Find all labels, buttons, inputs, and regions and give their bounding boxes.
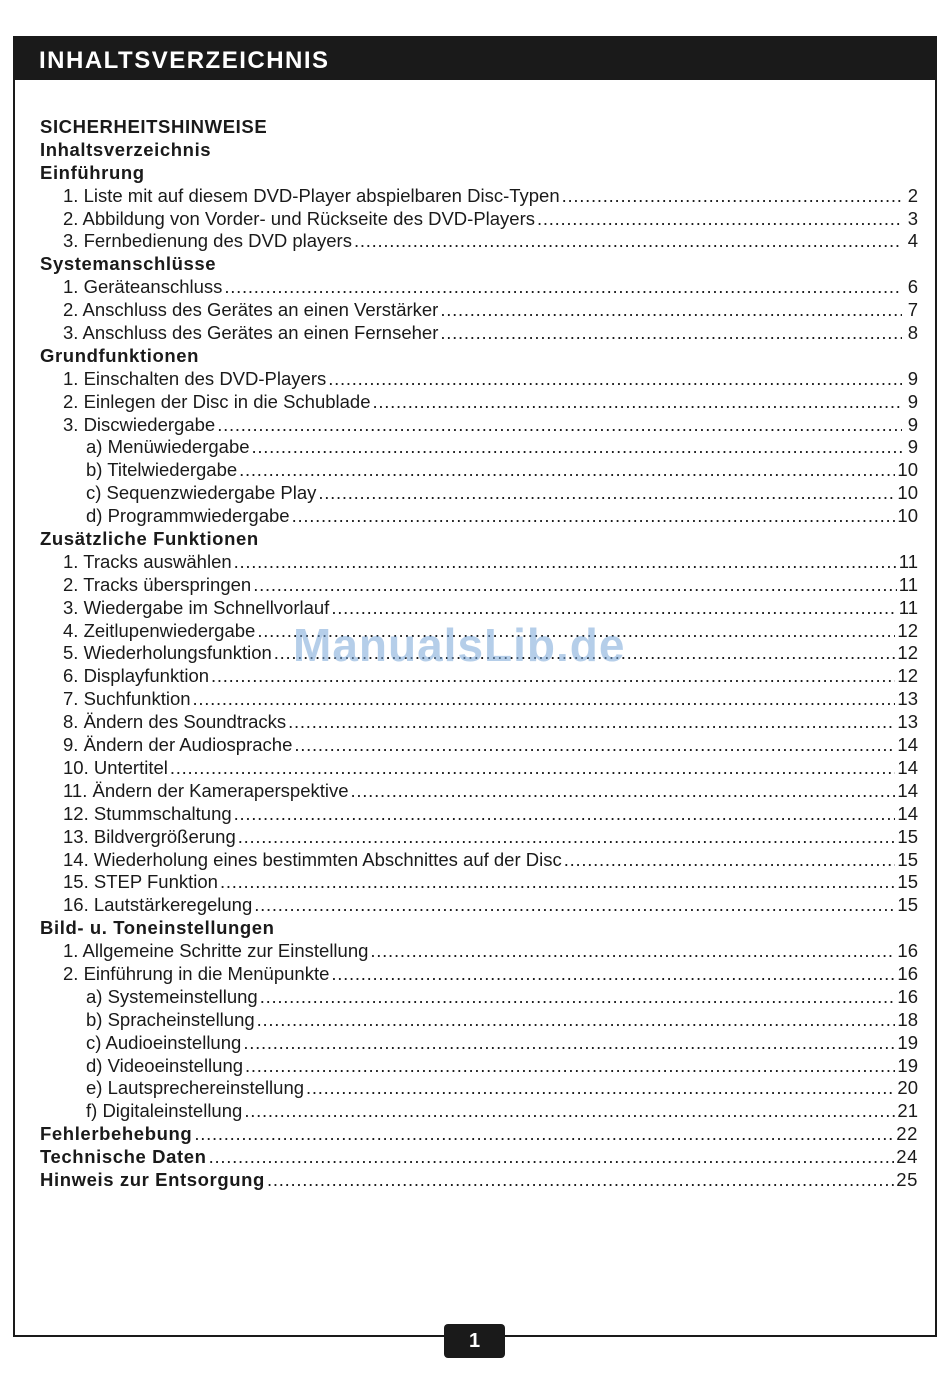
- toc-dot-leader: [440, 322, 902, 345]
- toc-entry-page-number: 15: [897, 825, 918, 847]
- toc-entry[interactable]: [40, 1055, 918, 1078]
- toc-entry-label: 7. Suchfunktion: [63, 688, 191, 710]
- toc-dot-leader: [328, 368, 902, 391]
- toc-entry-label: f) Digitaleinstellung: [86, 1100, 243, 1122]
- toc-entry-label: c) Sequenzwiedergabe Play: [86, 482, 317, 504]
- toc-section-heading[interactable]: [40, 162, 918, 185]
- toc-entry[interactable]: [40, 963, 918, 986]
- toc-dot-leader: [562, 185, 902, 208]
- toc-entry-label: a) Menüwiedergabe: [86, 436, 250, 458]
- toc-dot-leader: [245, 1055, 895, 1078]
- toc-entry-label: d) Videoeinstellung: [86, 1054, 244, 1076]
- toc-entry[interactable]: [40, 505, 918, 528]
- toc-entry-page-number: 7: [907, 299, 918, 321]
- toc-entry[interactable]: [40, 208, 918, 231]
- toc-entry-label: Technische Daten: [40, 1146, 207, 1168]
- toc-entry[interactable]: [40, 757, 918, 780]
- toc-entry-page-number: 19: [897, 1054, 918, 1076]
- page-title: INHALTSVERZEICHNIS: [39, 47, 330, 74]
- toc-dot-leader: [537, 208, 902, 231]
- toc-entry-page-number: 10: [897, 459, 918, 481]
- table-of-contents: [40, 116, 918, 1192]
- toc-entry-label: 4. Zeitlupenwiedergabe: [63, 619, 256, 641]
- toc-dot-leader: [257, 620, 895, 643]
- toc-dot-leader: [373, 391, 903, 414]
- toc-dot-leader: [243, 1032, 895, 1055]
- toc-dot-leader: [274, 642, 896, 665]
- toc-dot-leader: [257, 1009, 896, 1032]
- toc-entry-page-number: 16: [897, 985, 918, 1007]
- toc-dot-leader: [288, 711, 895, 734]
- toc-dot-leader: [440, 299, 902, 322]
- toc-entry-label: Zusätzliche Funktionen: [40, 528, 259, 550]
- toc-section-heading[interactable]: [40, 345, 918, 368]
- toc-entry-page-number: 24: [896, 1146, 918, 1168]
- toc-dot-leader: [217, 414, 902, 437]
- toc-dot-leader: [224, 276, 902, 299]
- toc-dot-leader: [294, 734, 895, 757]
- toc-entry[interactable]: [40, 597, 918, 620]
- toc-entry-label: Fehlerbehebung: [40, 1123, 193, 1145]
- toc-entry-label: 3. Fernbedienung des DVD players: [63, 230, 352, 252]
- toc-section-heading[interactable]: [40, 139, 918, 162]
- toc-entry-page-number: 12: [897, 642, 918, 664]
- toc-entry-page-number: 14: [897, 779, 918, 801]
- toc-entry-label: 2. Anschluss des Gerätes an einen Verstärker: [63, 299, 439, 321]
- toc-entry-page-number: 13: [897, 688, 918, 710]
- toc-dot-leader: [234, 803, 896, 826]
- toc-entry-page-number: 16: [897, 940, 918, 962]
- toc-entry[interactable]: [40, 551, 918, 574]
- toc-dot-leader: [193, 688, 896, 711]
- toc-entry-label: 3. Wiedergabe im Schnellvorlauf: [63, 596, 330, 618]
- watermark: ManualsLib.de: [293, 619, 626, 671]
- toc-entry-page-number: 18: [897, 1008, 918, 1030]
- toc-section-heading[interactable]: [40, 528, 918, 551]
- toc-entry-label: b) Titelwiedergabe: [86, 459, 238, 481]
- toc-dot-leader: [239, 459, 895, 482]
- toc-entry-label: 6. Displayfunktion: [63, 665, 210, 687]
- toc-entry-label: Grundfunktionen: [40, 344, 200, 366]
- toc-entry-label: a) Systemeinstellung: [86, 985, 258, 1007]
- toc-dot-leader: [194, 1123, 894, 1146]
- toc-entry[interactable]: [40, 711, 918, 734]
- toc-section-heading[interactable]: [40, 1146, 918, 1169]
- toc-entry-page-number: 9: [907, 413, 918, 435]
- toc-section-heading[interactable]: [40, 116, 918, 139]
- page-number-badge: 1: [444, 1324, 505, 1358]
- toc-dot-leader: [170, 757, 896, 780]
- toc-entry-label: 1. Geräteanschluss: [63, 276, 223, 298]
- toc-entry-page-number: 10: [897, 505, 918, 527]
- toc-entry-page-number: 9: [907, 390, 918, 412]
- toc-entry-page-number: 15: [897, 894, 918, 916]
- toc-dot-leader: [238, 826, 896, 849]
- toc-entry-label: 11. Ändern der Kameraperspektive: [63, 779, 349, 801]
- toc-entry-page-number: 14: [897, 734, 918, 756]
- toc-entry-page-number: 14: [897, 802, 918, 824]
- toc-entry-page-number: 15: [897, 871, 918, 893]
- toc-entry[interactable]: [40, 986, 918, 1009]
- toc-entry-page-number: 12: [897, 619, 918, 641]
- toc-entry-label: c) Audioeinstellung: [86, 1031, 242, 1053]
- toc-entry-label: 13. Bildvergrößerung: [63, 825, 236, 847]
- toc-dot-leader: [252, 436, 902, 459]
- toc-entry-label: e) Lautsprechereinstellung: [86, 1077, 305, 1099]
- toc-dot-leader: [267, 1169, 894, 1192]
- toc-entry-page-number: 16: [897, 962, 918, 984]
- toc-section-heading[interactable]: [40, 253, 918, 276]
- toc-dot-leader: [564, 849, 896, 872]
- toc-entry-page-number: 11: [898, 550, 918, 572]
- toc-entry[interactable]: [40, 734, 918, 757]
- toc-entry[interactable]: [40, 459, 918, 482]
- toc-entry[interactable]: [40, 482, 918, 505]
- toc-entry-label: Systemanschlüsse: [40, 253, 217, 275]
- toc-entry[interactable]: [40, 322, 918, 345]
- toc-entry-page-number: 25: [896, 1168, 918, 1190]
- toc-entry-label: b) Spracheinstellung: [86, 1008, 255, 1030]
- toc-entry[interactable]: [40, 826, 918, 849]
- toc-section-heading[interactable]: [40, 1169, 918, 1192]
- toc-dot-leader: [253, 574, 897, 597]
- toc-entry-page-number: 11: [898, 573, 918, 595]
- toc-dot-leader: [292, 505, 896, 528]
- toc-entry[interactable]: [40, 665, 918, 688]
- toc-entry-label: 8. Ändern des Soundtracks: [63, 711, 287, 733]
- toc-entry-page-number: 2: [907, 184, 918, 206]
- toc-entry[interactable]: [40, 391, 918, 414]
- toc-dot-leader: [331, 597, 896, 620]
- toc-entry[interactable]: [40, 803, 918, 826]
- toc-dot-leader: [244, 1100, 895, 1123]
- toc-entry-page-number: 12: [897, 665, 918, 687]
- toc-entry-label: 2. Tracks überspringen: [63, 573, 252, 595]
- toc-entry[interactable]: [40, 574, 918, 597]
- toc-entry[interactable]: [40, 1009, 918, 1032]
- toc-entry-page-number: 8: [907, 322, 918, 344]
- toc-entry-label: 1. Liste mit auf diesem DVD-Player abspielbaren Disc-Typen: [63, 184, 560, 206]
- toc-entry-label: 10. Untertitel: [63, 756, 168, 778]
- toc-entry[interactable]: [40, 780, 918, 803]
- toc-entry[interactable]: [40, 871, 918, 894]
- toc-dot-leader: [331, 963, 895, 986]
- toc-entry-page-number: 9: [907, 367, 918, 389]
- toc-dot-leader: [209, 1146, 895, 1169]
- toc-entry-label: 2. Einführung in die Menüpunkte: [63, 962, 330, 984]
- toc-dot-leader: [254, 894, 895, 917]
- toc-entry-label: Inhaltsverzeichnis: [40, 138, 212, 160]
- toc-dot-leader: [351, 780, 896, 803]
- toc-entry[interactable]: [40, 1100, 918, 1123]
- toc-section-heading[interactable]: [40, 1123, 918, 1146]
- toc-entry-label: 2. Abbildung von Vorder- und Rückseite des DVD-Players: [63, 207, 536, 229]
- toc-entry-page-number: 13: [897, 711, 918, 733]
- toc-entry-page-number: 19: [897, 1031, 918, 1053]
- toc-entry[interactable]: [40, 894, 918, 917]
- toc-dot-leader: [211, 665, 895, 688]
- toc-dot-leader: [370, 940, 895, 963]
- toc-entry-label: 12. Stummschaltung: [63, 802, 232, 824]
- toc-dot-leader: [234, 551, 897, 574]
- toc-section-heading[interactable]: [40, 917, 918, 940]
- toc-entry-label: 14. Wiederholung eines bestimmten Abschnittes auf der Disc: [63, 848, 562, 870]
- toc-entry-label: 3. Anschluss des Gerätes an einen Fernseher: [63, 322, 439, 344]
- toc-entry-page-number: 10: [897, 482, 918, 504]
- toc-dot-leader: [318, 482, 895, 505]
- toc-entry[interactable]: [40, 688, 918, 711]
- toc-entry-label: 1. Einschalten des DVD-Players: [63, 367, 327, 389]
- toc-entry-page-number: 15: [897, 848, 918, 870]
- toc-entry-label: Bild- u. Toneinstellungen: [40, 917, 275, 939]
- toc-entry[interactable]: [40, 276, 918, 299]
- toc-entry-page-number: 6: [907, 276, 918, 298]
- toc-entry-label: 1. Tracks auswählen: [63, 550, 232, 572]
- toc-entry-page-number: 14: [897, 756, 918, 778]
- toc-entry-label: 3. Discwiedergabe: [63, 413, 216, 435]
- header-bar: [15, 38, 935, 80]
- toc-entry[interactable]: [40, 940, 918, 963]
- toc-dot-leader: [220, 871, 895, 894]
- toc-dot-leader: [306, 1077, 895, 1100]
- toc-entry-label: 9. Ändern der Audiosprache: [63, 734, 293, 756]
- toc-entry-page-number: 11: [898, 596, 918, 618]
- toc-entry[interactable]: [40, 230, 918, 253]
- toc-entry[interactable]: [40, 620, 918, 643]
- toc-entry-page-number: 9: [907, 436, 918, 458]
- toc-entry-page-number: 3: [907, 207, 918, 229]
- toc-entry[interactable]: [40, 1032, 918, 1055]
- toc-entry-label: SICHERHEITSHINWEISE: [40, 116, 268, 137]
- toc-entry[interactable]: [40, 414, 918, 437]
- toc-entry[interactable]: [40, 299, 918, 322]
- toc-entry[interactable]: [40, 185, 918, 208]
- toc-entry-page-number: 22: [896, 1123, 918, 1145]
- toc-entry-page-number: 20: [897, 1077, 918, 1099]
- toc-entry[interactable]: [40, 436, 918, 459]
- toc-entry-label: Hinweis zur Entsorgung: [40, 1168, 265, 1190]
- toc-entry-page-number: 4: [907, 230, 918, 252]
- toc-entry-label: d) Programmwiedergabe: [86, 505, 290, 527]
- toc-dot-leader: [354, 230, 902, 253]
- toc-entry-label: 5. Wiederholungsfunktion: [63, 642, 272, 664]
- toc-entry-label: Einführung: [40, 161, 145, 183]
- toc-entry[interactable]: [40, 642, 918, 665]
- toc-entry[interactable]: [40, 368, 918, 391]
- toc-entry[interactable]: [40, 1077, 918, 1100]
- toc-entry-label: 2. Einlegen der Disc in die Schublade: [63, 390, 371, 412]
- toc-entry[interactable]: [40, 849, 918, 872]
- toc-entry-label: 15. STEP Funktion: [63, 871, 218, 893]
- toc-dot-leader: [260, 986, 896, 1009]
- toc-entry-label: 16. Lautstärkeregelung: [63, 894, 253, 916]
- toc-entry-page-number: 21: [897, 1100, 918, 1122]
- page-frame: [13, 36, 937, 1337]
- toc-entry-label: 1. Allgemeine Schritte zur Einstellung: [63, 940, 369, 962]
